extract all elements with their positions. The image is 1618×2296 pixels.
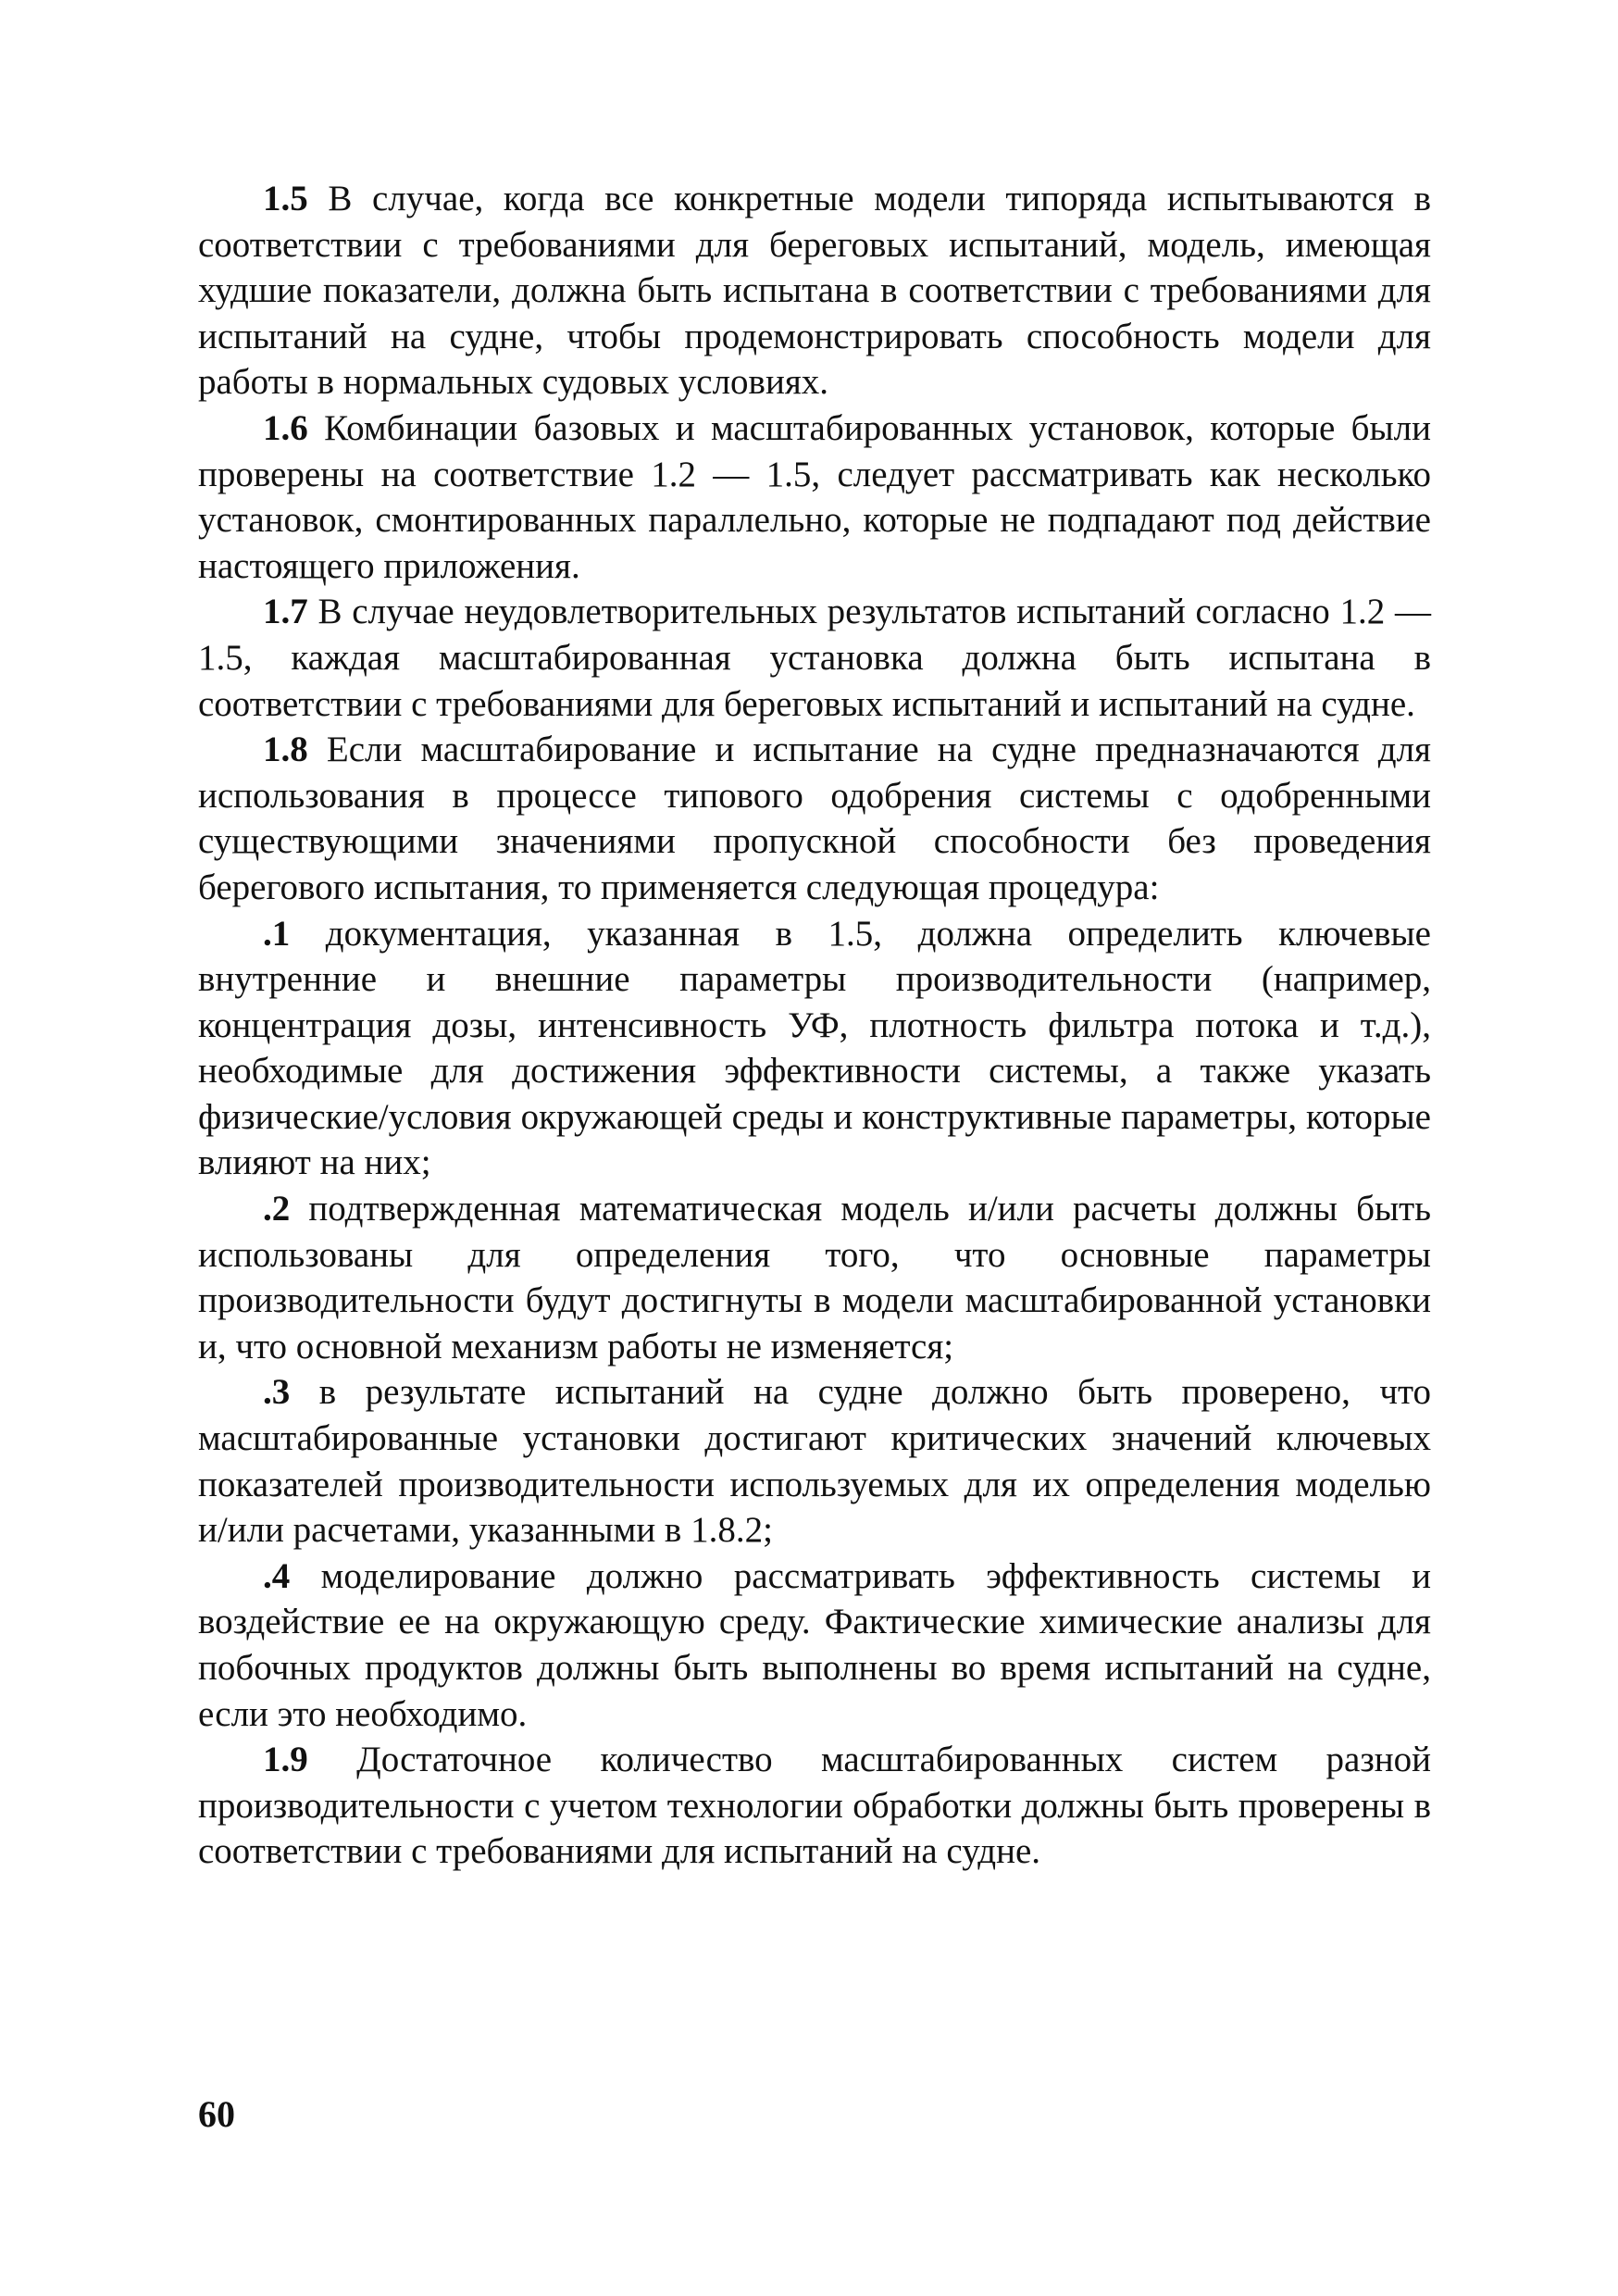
list-item-1 (198, 911, 1431, 1187)
list-item-number: .4 (263, 1555, 291, 1596)
list-item-4 (198, 1554, 1431, 1737)
paragraph-text: Если масштабирование и испытание на судне предназначаются для использования в процессе типового одобрения системы с одобренными существующими значениями пропускной способности без проведения берегового испытания, то применяется следующая процедура: (198, 730, 1431, 907)
paragraph-number: 1.7 (263, 592, 308, 632)
paragraph-number: 1.6 (263, 407, 308, 448)
list-item-text: подтвержденная математическая модель и/или расчеты должны быть использованы для определения того, что основные параметры производительности будут достигнуты в модели масштабированной установки и, что основной механизм работы не изменяется; (198, 1189, 1431, 1366)
paragraph-1-6 (198, 406, 1431, 589)
paragraph-1-7 (198, 589, 1431, 727)
list-item-3 (198, 1369, 1431, 1553)
list-item-number: .2 (263, 1189, 291, 1229)
list-item-number: .1 (263, 913, 291, 954)
list-item-2 (198, 1186, 1431, 1369)
paragraph-text: Достаточное количество масштабированных систем разной производительности с учетом технологии обработки должны быть проверены в соответствии с требованиями для испытаний на судне. (198, 1740, 1431, 1872)
paragraph-1-9 (198, 1737, 1431, 1875)
paragraph-1-8 (198, 727, 1431, 910)
paragraph-text: В случае, когда все конкретные модели типоряда испытываются в соответствии с требованиями для береговых испытаний, модель, имеющая худшие показатели, должна быть испытана в соответствии с требованиями для испытаний на судне, чтобы продемонстрировать способность модели для работы в нормальных судовых условиях. (198, 179, 1431, 403)
paragraph-1-5 (198, 176, 1431, 406)
paragraph-text: Комбинации базовых и масштабированных установок, которые были проверены на соответствие 1.2 — 1.5, следует рассматривать как несколько установок, смонтированных параллельно, которые не подпадают под действие настоящего приложения. (198, 407, 1431, 586)
paragraph-text: В случае неудовлетворительных результатов испытаний согласно 1.2 — 1.5, каждая масштабированная установка должна быть испытана в соответствии с требованиями для береговых испытаний и испытаний на судне. (198, 592, 1431, 724)
page-number: 60 (198, 2093, 235, 2135)
list-item-text: документация, указанная в 1.5, должна определить ключевые внутренние и внешние параметры производительности (например, концентрация дозы, интенсивность УФ, плотность фильтра потока и т.д.), необходимые для достижения эффективности системы, а также указать физические/условия окружающей среды и конструктивные параметры, которые влияют на них; (198, 913, 1431, 1183)
paragraph-number: 1.8 (263, 730, 308, 770)
paragraph-number: 1.5 (263, 179, 308, 218)
document-body (198, 176, 1431, 1875)
paragraph-number: 1.9 (263, 1740, 308, 1780)
list-item-number: .3 (263, 1372, 291, 1413)
list-item-text: моделирование должно рассматривать эффективность системы и воздействие ее на окружающую среду. Фактические химические анализы для побочных продуктов должны быть выполнены во время испытаний на судне, если это необходимо. (198, 1555, 1431, 1734)
list-item-text: в результате испытаний на судне должно быть проверено, что масштабированные установки достигают критических значений ключевых показателей производительности используемых для их определения моделью и/или расчетами, указанными в 1.8.2; (198, 1372, 1431, 1551)
